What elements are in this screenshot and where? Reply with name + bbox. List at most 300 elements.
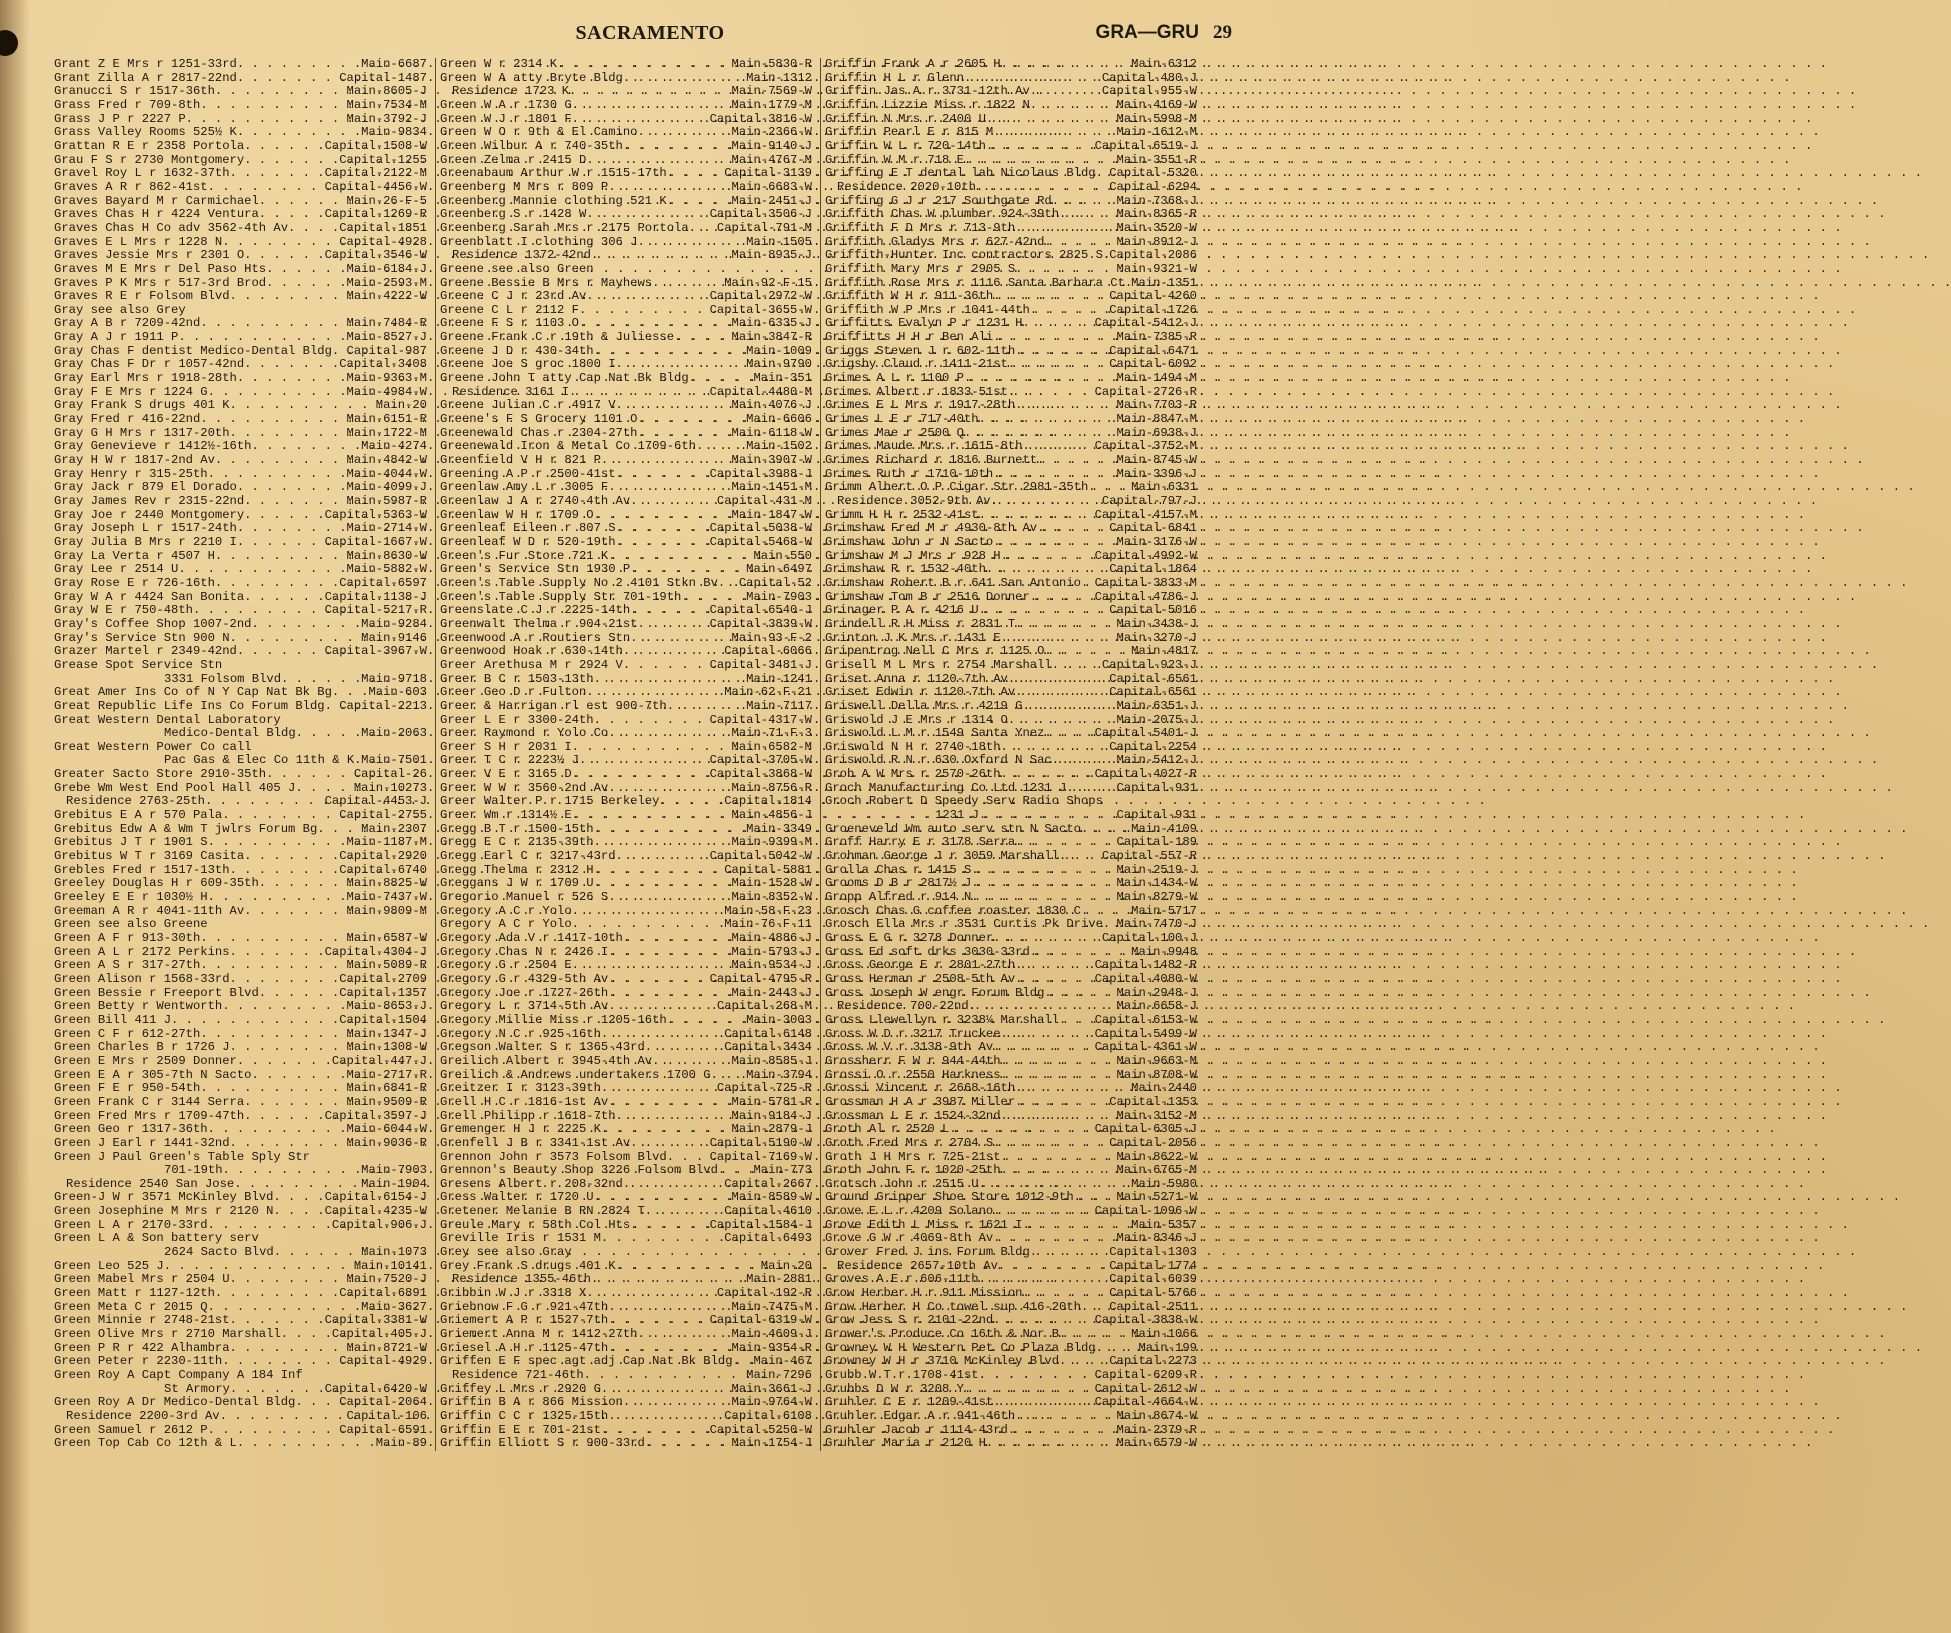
directory-entry <box>825 1410 1197 1424</box>
entry-name: Griffitts H H r Ben Ali <box>825 330 994 345</box>
entry-phone: Capital-6148 <box>724 1026 812 1041</box>
entry-name: Gray Frank S drugs 401 K <box>54 398 230 413</box>
directory-entry <box>54 577 427 591</box>
entry-name: Green W J r 1801 F <box>440 111 572 126</box>
leader-dots <box>244 154 339 168</box>
page-number: 29 <box>1213 22 1232 43</box>
entry-phone: Capital-5412-J <box>1094 316 1197 331</box>
entry-name: Greenfield V H r 821 P <box>440 453 601 468</box>
directory-entry <box>54 1328 427 1342</box>
entry-phone: Main-6938-J <box>1116 425 1197 440</box>
entry-name: Groch Robert D Speedy Serv Radio Shops <box>825 794 1103 809</box>
directory-entry <box>54 1123 427 1137</box>
entry-name: Gresens Albert r 208-32nd <box>440 1176 623 1191</box>
entry-name: Grebitus J T r 1901 S <box>54 835 208 850</box>
entry-name: Greville Iris r 1531 M <box>440 1231 601 1246</box>
entry-name: Griffith W P Mrs r 1041-44th <box>825 302 1030 317</box>
entry-phone: Capital-2086 <box>1109 248 1197 263</box>
directory-entry <box>825 632 1197 646</box>
entry-phone: Capital-3816-W <box>709 111 812 126</box>
entry-phone: Main-7385-R <box>1116 330 1197 345</box>
directory-entry <box>825 249 1197 263</box>
entry-name: Griffin Pearl E r 815 M <box>825 125 994 140</box>
entry-phone: Main-6687 <box>361 57 427 71</box>
entry-phone: Main-7484-R <box>346 316 427 331</box>
entry-name: Green Meta C r 2015 Q <box>54 1299 208 1314</box>
directory-entry <box>825 440 1197 454</box>
directory-entry <box>825 700 1197 714</box>
entry-name: Green A L r 2172 Perkins <box>54 944 230 959</box>
directory-entry <box>825 768 1197 782</box>
directory-entry <box>440 1028 812 1042</box>
directory-entry <box>825 1123 1197 1137</box>
entry-name: Gray La Verta r 4507 H <box>54 548 215 563</box>
entry-phone: Capital-1864 <box>1109 562 1197 577</box>
leader-dots <box>971 891 1116 905</box>
entry-name: Gregg B T r 1500-15th <box>440 821 594 836</box>
directory-entry <box>825 1369 1197 1383</box>
entry-phone: Main-2714-W <box>346 521 427 536</box>
entry-name: Grant Z E Mrs r 1251-33rd <box>54 57 237 71</box>
leader-dots <box>200 932 346 946</box>
leader-dots <box>608 891 731 905</box>
leader-dots <box>1022 1219 1131 1233</box>
directory-entry <box>54 399 427 413</box>
directory-entry <box>54 782 427 796</box>
entry-phone: Capital-725-R <box>716 1081 812 1096</box>
entry-phone: Main-9534-J <box>731 958 812 973</box>
entry-name: Grimshaw Tom B r 2516 Donner <box>825 589 1030 604</box>
entry-phone: Main-2307 <box>361 821 427 836</box>
entry-phone: Capital-405-J <box>331 1327 427 1342</box>
entry-phone: Capital-6841 <box>1109 521 1197 536</box>
directory-entry <box>54 987 427 1001</box>
directory-entry <box>440 208 812 222</box>
leader-dots <box>623 932 732 946</box>
directory-entry <box>825 905 1197 919</box>
leader-dots <box>572 918 725 932</box>
leader-dots <box>1001 1055 1117 1069</box>
entry-phone: Main-7520-J <box>346 1272 427 1287</box>
leader-dots <box>572 905 725 919</box>
entry-name: Greenwalt Thelma r 904-21st <box>440 616 638 631</box>
entry-phone: Main-8847-M <box>1116 412 1197 427</box>
leader-dots <box>230 167 325 181</box>
entry-name: Green Geo r 1317-36th <box>54 1122 208 1137</box>
entry-phone: Capital-5190-W <box>709 1135 812 1150</box>
entry-name: Grimm H H r 2532-41st <box>825 507 979 522</box>
directory-entry <box>54 345 427 359</box>
entry-phone: Main-8585-J <box>731 1053 812 1068</box>
entry-name: Gray see also Grey <box>54 302 186 317</box>
entry-phone: Capital-2056 <box>1109 1135 1197 1150</box>
entry-phone: Main-93-F-2 <box>731 630 812 645</box>
entry-name: Greenlaw J A r 2740-4th Av <box>440 494 631 508</box>
directory-entry <box>54 263 427 277</box>
entry-name: Griset Edwin r 1120-7th Av <box>825 685 1016 700</box>
directory-entry <box>440 1096 812 1110</box>
entry-name: Green L A r 2170-33rd <box>54 1217 208 1232</box>
leader-dots <box>718 577 739 591</box>
leader-dots <box>572 959 732 973</box>
entry-name: Grohman George J r 3059 Marshall <box>825 849 1060 864</box>
directory-entry <box>54 386 427 400</box>
entry-name: Grimes Albert r 1833-51st <box>825 384 1008 399</box>
leader-dots <box>689 372 754 386</box>
entry-phone: Capital-1353 <box>1109 1094 1197 1109</box>
leader-dots <box>230 427 347 441</box>
directory-entry <box>825 809 1197 823</box>
directory-column-3 <box>820 58 1205 1451</box>
entry-phone: Capital-431-M <box>716 494 812 508</box>
entry-phone: Main-1187-M <box>346 835 427 850</box>
entry-phone: Capital-52 <box>738 575 812 590</box>
entry-name: Green Wilbur A r 740-35th <box>440 138 623 153</box>
entry-phone: Capital-923-J <box>1101 657 1197 672</box>
directory-entry <box>440 1328 812 1342</box>
entry-phone: Capital-2511 <box>1109 1299 1197 1314</box>
leader-dots <box>1015 1410 1116 1424</box>
leader-dots <box>295 1396 339 1410</box>
leader-dots <box>572 809 732 823</box>
entry-phone: Main-89 <box>375 1436 427 1451</box>
entry-name: Gregory N C r 925-16th <box>440 1026 601 1041</box>
entry-phone: Main-1505 <box>746 234 812 249</box>
entry-phone: Main-1434-W <box>1116 876 1197 891</box>
leader-dots <box>608 1000 717 1014</box>
entry-name: Gregory Ada V r 1417-10th <box>440 931 623 945</box>
directory-entry <box>825 864 1197 878</box>
directory-entry <box>440 946 812 960</box>
entry-phone: Main-8708-W <box>1116 1067 1197 1082</box>
entry-phone: Capital-3381-W <box>324 1313 427 1328</box>
directory-entry <box>825 1383 1197 1397</box>
leader-dots <box>1103 918 1117 932</box>
entry-phone: Main-6118-W <box>731 425 812 440</box>
leader-dots <box>1081 577 1095 591</box>
entry-name: Gross Herman r 2508-5th Av <box>825 971 1016 986</box>
leader-dots <box>594 345 747 359</box>
directory-entry <box>54 836 427 850</box>
leader-dots <box>579 754 710 768</box>
entry-phone: Capital-6493 <box>724 1231 812 1246</box>
leader-dots <box>608 1410 724 1424</box>
leader-dots <box>1001 1028 1095 1042</box>
directory-entry <box>825 195 1197 209</box>
entry-phone: Capital-3705-W <box>709 753 812 768</box>
entry-phone: Main-4169-W <box>1116 97 1197 112</box>
entry-name: Grove Edith L Miss r 1621 I <box>825 1217 1023 1232</box>
directory-entry <box>54 99 427 113</box>
directory-entry <box>440 454 812 468</box>
entry-name: Gray Lee r 2514 U <box>54 562 179 577</box>
entry-name: Residence 2657-10th Av <box>837 1258 998 1273</box>
leader-dots <box>259 195 347 209</box>
entry-name: Green's Fur Store 721 K <box>440 548 609 563</box>
leader-dots <box>273 1191 324 1205</box>
directory-entry <box>825 1096 1197 1110</box>
entry-phone: Main-2593-M <box>346 275 427 290</box>
entry-name: Green Top Cab Co 12th & L <box>54 1436 237 1451</box>
entry-name: Gray Chas F Dr r 1057-42nd <box>54 357 245 372</box>
entry-phone: Main-1241 <box>746 671 812 686</box>
entry-phone: Capital-1096-W <box>1094 1204 1197 1219</box>
directory-entry <box>54 1096 427 1110</box>
leader-dots <box>1008 673 1109 687</box>
entry-phone: Capital-6153-W <box>1094 1012 1197 1027</box>
entry-name: Graves Jessie Mrs r 2301 O <box>54 248 245 263</box>
directory-entry <box>440 563 812 577</box>
leader-dots <box>608 973 709 987</box>
directory-column-1 <box>50 58 435 1451</box>
directory-entry <box>825 509 1197 523</box>
leader-dots <box>594 509 732 523</box>
leader-dots <box>616 1110 732 1124</box>
entry-phone: Main-3661-J <box>731 1381 812 1396</box>
entry-name: Grimshaw R r 1532-40th <box>825 562 986 577</box>
leader-dots <box>986 140 1095 154</box>
entry-phone: Main-5980 <box>1131 1176 1197 1191</box>
entry-name: Green W O r 9th & El Camino <box>440 125 638 140</box>
entry-name: Graves Chas H r 4224 Ventura <box>54 207 259 222</box>
entry-name: Growney W H Western Pet Co Plaza Bldg <box>825 1340 1096 1355</box>
entry-name: Gray Earl Mrs r 1918-28th <box>54 371 237 386</box>
entry-name: Griffitts Evalyn P r 1231 H <box>825 316 1023 331</box>
entry-phone: Main-3794 <box>746 1067 812 1082</box>
leader-dots <box>979 604 1110 618</box>
directory-entry <box>54 795 427 809</box>
directory-entry <box>440 154 812 168</box>
leader-dots <box>1030 304 1109 318</box>
entry-phone: Capital-5881 <box>724 862 812 877</box>
entry-name: Greenewald Iron & Metal Co 1709-6th <box>440 439 696 454</box>
entry-name: Gruhler Maria r 2120 H <box>825 1436 986 1451</box>
directory-entry <box>440 1123 812 1137</box>
directory-entry <box>825 126 1197 140</box>
leader-dots <box>1015 1082 1131 1096</box>
entry-phone: Main-8365-R <box>1116 207 1197 222</box>
entry-phone: Main-3792-J <box>346 111 427 126</box>
directory-entry <box>54 290 427 304</box>
leader-dots <box>244 495 346 509</box>
leader-dots <box>971 864 1116 878</box>
entry-name: Gray F E Mrs r 1224 G <box>54 384 208 399</box>
entry-name: Green F E r 950-54th <box>54 1081 201 1096</box>
directory-entry <box>54 195 427 209</box>
leader-dots <box>288 222 339 236</box>
entry-phone: Main-2379-R <box>1116 1422 1197 1437</box>
directory-entry <box>440 509 812 523</box>
leader-dots <box>215 454 347 468</box>
entry-phone: Main-5781-R <box>731 1094 812 1109</box>
entry-phone: Capital-2709 <box>339 971 427 986</box>
entry-name: Griffith Rose Mrs r 1116 Santa Barbara Ct <box>825 275 1125 290</box>
entry-phone: Main-8605-J <box>346 84 427 99</box>
entry-name: Grass Fred r 709-8th <box>54 97 201 112</box>
directory-entry <box>54 1287 427 1301</box>
leader-dots <box>1037 522 1109 536</box>
directory-entry <box>440 468 812 482</box>
leader-dots <box>645 1205 724 1219</box>
directory-entry <box>54 550 427 564</box>
leader-dots <box>964 1383 1095 1397</box>
entry-phone: Capital-3838-W <box>1094 1313 1197 1328</box>
entry-phone: Main-1347-J <box>346 1026 427 1041</box>
entry-phone: Capital-4456-W <box>324 179 427 194</box>
directory-entry <box>54 1000 427 1014</box>
directory-entry <box>825 891 1197 905</box>
leader-dots <box>594 836 732 850</box>
page-binding-shadow <box>0 0 30 1633</box>
entry-phone: Capital-1504 <box>339 1012 427 1027</box>
leader-dots <box>244 591 324 605</box>
directory-entry <box>54 1014 427 1028</box>
entry-name: Greeley Douglas H r 609-35th <box>54 876 259 891</box>
entry-phone: Capital-797-J <box>1101 494 1197 508</box>
entry-name: Griffin Elliott S r 900-33rd <box>440 1436 645 1451</box>
entry-phone: Main-5412-J <box>1116 753 1197 768</box>
directory-entry <box>440 331 812 345</box>
entry-name: Grosch Ella Mrs r 3531 Curtis Pk Drive <box>825 917 1103 932</box>
entry-phone: Main-2948-J <box>1116 985 1197 1000</box>
directory-entry <box>54 427 427 441</box>
directory-entry <box>54 58 427 72</box>
entry-phone: Main-603 <box>368 685 427 700</box>
directory-entry <box>440 372 812 386</box>
entry-name: Gross W D r 3217 Truckee <box>825 1026 1001 1041</box>
leader-dots <box>208 386 347 400</box>
entry-name: Greenberg S r 1428 W <box>440 207 587 222</box>
directory-entry <box>825 877 1197 891</box>
entry-name: Green Matt r 1127-12th <box>54 1286 215 1301</box>
leader-dots <box>200 413 346 427</box>
directory-entry <box>54 686 427 700</box>
entry-name: Residence 721-46th <box>452 1368 584 1382</box>
entry-phone: Main-8346-J <box>1116 1231 1197 1246</box>
leader-dots <box>1001 1110 1117 1124</box>
directory-entry <box>825 618 1197 632</box>
entry-phone: Capital-2213 <box>339 698 427 713</box>
entry-name: Greenleaf Eileen r 807 S <box>440 521 616 536</box>
directory-entry <box>440 1164 812 1178</box>
entry-name: Gregory Chas N r 2426 I <box>440 944 609 959</box>
directory-entry <box>54 727 427 741</box>
page-header <box>50 22 1250 52</box>
directory-entry <box>825 932 1197 946</box>
leader-dots <box>1052 754 1117 768</box>
leader-dots <box>208 836 347 850</box>
entry-name: Green's Service Stn 1930 P <box>440 562 631 577</box>
entry-phone: Main-6587-W <box>346 931 427 945</box>
entry-phone: Main-58-F-23 <box>724 903 812 918</box>
directory-entry <box>54 372 427 386</box>
directory-entry <box>54 85 427 99</box>
entry-name: Green J Paul Green's Table Sply Str <box>54 1149 310 1164</box>
directory-entry <box>440 618 812 632</box>
entry-phone: Capital-6561 <box>1109 671 1197 686</box>
entry-phone: Capital-5016 <box>1109 603 1197 618</box>
leader-dots <box>1001 1164 1117 1178</box>
entry-name: Greer B C r 1503-13th <box>440 671 594 686</box>
leader-dots <box>594 864 725 878</box>
leader-dots <box>259 987 339 1001</box>
entry-name: Residence 1723 K <box>452 84 570 99</box>
leader-dots <box>630 632 731 646</box>
directory-entry <box>54 741 427 755</box>
entry-phone: Main-6351-J <box>1116 698 1197 713</box>
leader-dots <box>601 1232 724 1246</box>
entry-name: Greer S H r 2031 I <box>440 739 572 754</box>
directory-entry <box>825 918 1197 932</box>
leader-dots <box>1044 727 1094 741</box>
leader-dots <box>208 1219 332 1233</box>
directory-entry <box>825 208 1197 222</box>
entry-name: Gremenger H J r 2225 K <box>440 1122 601 1137</box>
leader-dots <box>667 1014 746 1028</box>
directory-entry <box>440 1137 812 1151</box>
directory-entry <box>54 1041 427 1055</box>
entry-phone: Capital-2726-R <box>1094 384 1197 399</box>
entry-name: Grob A W Mrs r 2570-26th <box>825 767 1001 782</box>
entry-phone: Main-9834 <box>361 125 427 140</box>
directory-entry <box>54 1205 427 1219</box>
entry-phone: Capital-4928 <box>339 234 427 249</box>
entry-phone: Capital-6154-J <box>324 1190 427 1205</box>
entry-name: Griffin W M r 718 E <box>825 152 964 167</box>
entry-phone: Capital-4480-M <box>709 384 812 399</box>
leader-dots <box>579 317 732 331</box>
directory-entry <box>440 413 812 427</box>
entry-name: Gray Joseph L r 1517-24th <box>54 521 237 536</box>
entry-phone: Main-7296 <box>746 1368 812 1382</box>
leader-dots <box>237 1055 332 1069</box>
entry-name: Griset Anna r 1120-7th Av <box>825 671 1008 686</box>
directory-entry <box>825 673 1197 687</box>
entry-name: Growney W H r 3710 McKinley Blvd <box>825 1354 1060 1369</box>
directory-entry <box>440 987 812 1001</box>
directory-entry <box>825 645 1197 659</box>
leader-dots <box>325 700 340 714</box>
entry-name: Groth Al r 2520 L <box>825 1122 950 1137</box>
entry-name: Greenberg Sarah Mrs r 2175 Portola <box>440 220 689 235</box>
directory-entry <box>440 823 812 837</box>
entry-phone: Main-2451-J <box>731 193 812 208</box>
leader-dots <box>186 113 347 127</box>
entry-name: Griggs Steven J r 602-11th <box>825 343 1016 358</box>
entry-phone: Main-773 <box>753 1163 812 1178</box>
leader-dots <box>230 290 347 304</box>
entry-phone: Capital-268-M <box>716 999 812 1014</box>
directory-entry <box>825 946 1197 960</box>
entry-phone: Capital-3868-W <box>709 767 812 782</box>
entry-name: Greene's F S Grocery 1101 O <box>440 412 638 427</box>
directory-entry <box>440 236 812 250</box>
entry-name: Gray Julia B Mrs r 2210 I <box>54 534 237 549</box>
directory-entry <box>54 768 427 782</box>
entry-name: Grinton J K Mrs r 1431 E <box>825 630 1001 645</box>
leader-dots <box>1001 1069 1117 1083</box>
leader-dots <box>220 1410 347 1424</box>
directory-entry <box>825 1437 1197 1451</box>
directory-entry <box>825 591 1197 605</box>
directory-columns <box>50 58 1205 1451</box>
entry-phone: Main-5717 <box>1131 903 1197 918</box>
entry-name: Grimm Albert O P Cigar Str 2981-35th <box>825 480 1089 495</box>
entry-phone: Capital-1487 <box>339 70 427 85</box>
leader-dots <box>295 782 354 796</box>
directory-entry <box>440 1355 812 1369</box>
entry-name: Great Republic Life Ins Co Forum Bldg <box>54 698 325 713</box>
